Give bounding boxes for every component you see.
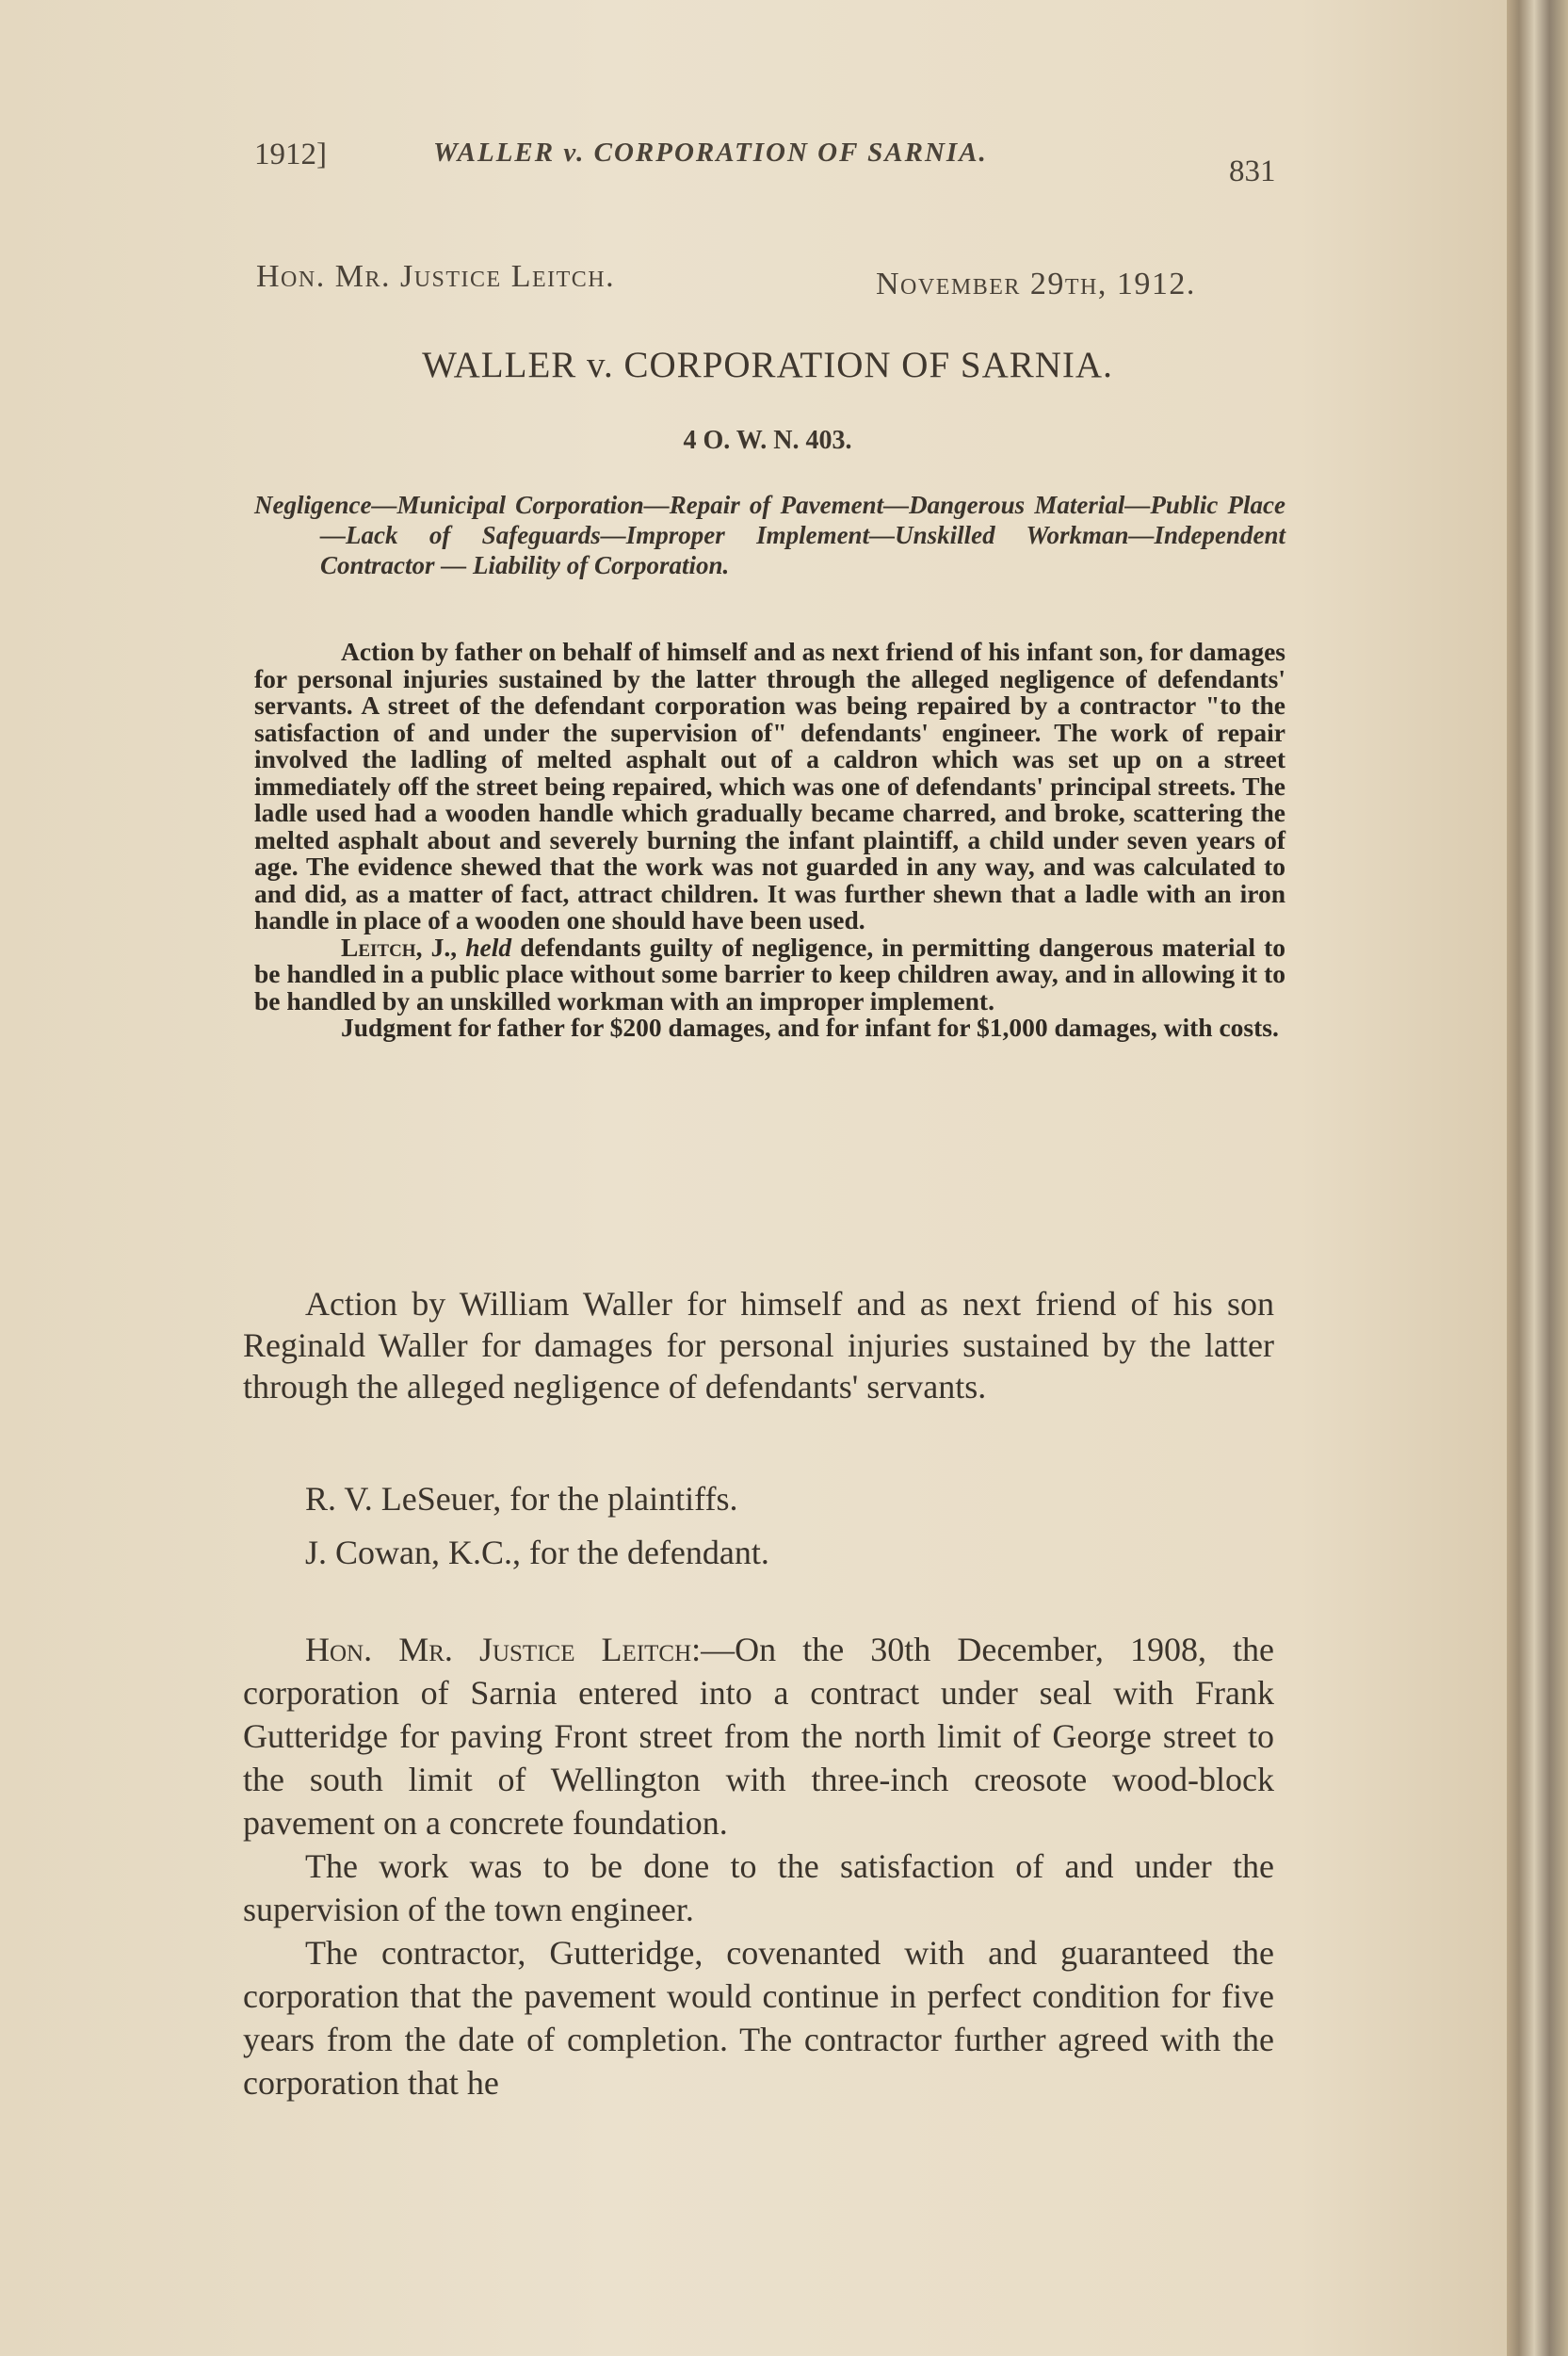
summary-judge: Leitch, J.,: [341, 932, 458, 962]
judgment-body: [243, 1628, 1274, 2104]
summary-held: held: [465, 932, 512, 962]
header-year: 1912]: [254, 138, 327, 171]
summary-facts: Action by father on behalf of himself and as next friend of his infant son, for damages for personal injuries sustained by the latter through the alleged negligence of defendants' servants. A street of the defendant corporation was being repaired by a contractor "to the satisfaction of and under the supervision of" defendants' engineer. The work of repair involved the ladling of melted asphalt out of a caldron which was set up on a street immediately off the street being repaired, which was one of defendants' principal streets. The ladle used had a wooden handle which gradually became charred, and broke, scattering the melted asphalt about and severely burning the infant plaintiff, a child under seven years of age. The evidence shewed that the work was not guarded in any way, and was calculated to and did, as a matter of fact, attract children. It was further shewn that a ladle with an iron handle in place of a wooden one should have been used.: [254, 637, 1285, 934]
page-number: 831: [1229, 154, 1276, 188]
counsel-plaintiffs: R. V. LeSeuer, for the plaintiffs.: [305, 1480, 738, 1518]
judgment-para-3: The contractor, Gutteridge, covenanted with and guaranteed the corporation that the pavement would continue in perfect condition for five years from the date of completion. The contractor further agreed with the corporation that he: [243, 1934, 1274, 2102]
summary-holding: [254, 934, 1285, 1016]
book-gutter: [1507, 0, 1568, 2356]
intro-paragraph: [243, 1283, 1274, 1407]
headnote-text: Negligence—Municipal Corporation—Repair of Pavement—Dangerous Material—Public Place—Lack of Safeguards—Improper Implement—Unskilled Workman—Independent Contractor — Liability of Corporation.: [254, 491, 1285, 579]
summary-judgment: Judgment for father for $200 damages, and for infant for $1,000 damages, with costs.: [341, 1013, 1279, 1042]
judge-name: Hon. Mr. Justice Leitch.: [256, 259, 616, 294]
headnote: [254, 490, 1285, 580]
intro-text: Action by William Waller for himself and as next friend of his son Reginald Waller for damages for personal injuries sustained by the latter through the alleged negligence of defendants' servants.: [243, 1285, 1274, 1405]
running-title: WALLER v. CORPORATION OF SARNIA.: [433, 138, 988, 168]
case-title: WALLER v. CORPORATION OF SARNIA.: [422, 345, 1113, 385]
summary-holding-text: defendants guilty of negligence, in permitting dangerous material to be handled in a public place without some barrier to keep children away, and in allowing it to be handled by an unskilled workman with an improper implement.: [254, 932, 1286, 1016]
judgment-para-1: [243, 1628, 1274, 1844]
judgment-para-1-text: —On the 30th December, 1908, the corporation of Sarnia entered into a contract under seal with Frank Gutteridge for paving Front street from the north limit of George street to the south limit of Wellington with three-inch creosote wood-block pavement on a concrete foundation.: [243, 1631, 1275, 1842]
judgment-para-2: The work was to be done to the satisfaction of and under the supervision of the town engineer.: [243, 1847, 1274, 1928]
counsel-defendant: J. Cowan, K.C., for the defendant.: [305, 1534, 769, 1571]
judgment-judge: Hon. Mr. Justice Leitch:: [305, 1631, 702, 1668]
citation: 4 O. W. N. 403.: [683, 426, 852, 455]
decision-date: November 29th, 1912.: [876, 267, 1196, 301]
case-summary: [254, 639, 1285, 1042]
